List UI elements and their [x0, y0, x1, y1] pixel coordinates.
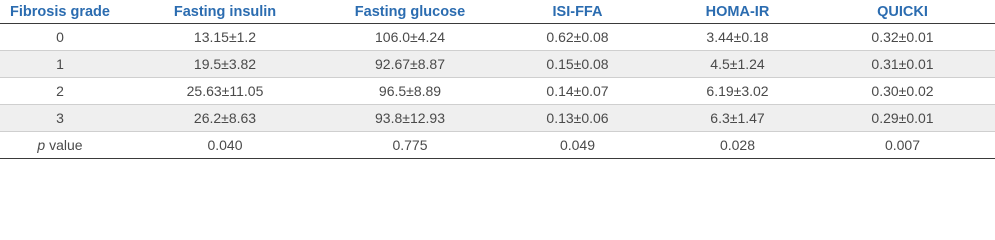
cell-homa-ir: 6.3±1.47	[665, 105, 810, 132]
header-isi-ffa: ISI-FFA	[490, 1, 665, 24]
cell-fasting-glucose: 96.5±8.89	[330, 78, 490, 105]
cell-grade: 3	[0, 105, 120, 132]
table-row	[0, 78, 995, 105]
cell-fasting-glucose: 92.67±8.87	[330, 51, 490, 78]
cell-fasting-glucose: 106.0±4.24	[330, 24, 490, 51]
cell-isi-ffa: 0.15±0.08	[490, 51, 665, 78]
cell-homa-ir: 4.5±1.24	[665, 51, 810, 78]
cell-fasting-insulin: 26.2±8.63	[120, 105, 330, 132]
cell-isi-ffa: 0.13±0.06	[490, 105, 665, 132]
fibrosis-table	[0, 1, 995, 159]
pvalue-quicki: 0.007	[810, 132, 995, 159]
pvalue-isi-ffa: 0.049	[490, 132, 665, 159]
cell-quicki: 0.30±0.02	[810, 78, 995, 105]
cell-grade: 0	[0, 24, 120, 51]
cell-quicki: 0.32±0.01	[810, 24, 995, 51]
cell-fasting-insulin: 19.5±3.82	[120, 51, 330, 78]
header-quicki: QUICKI	[810, 1, 995, 24]
pvalue-label-italic: p	[37, 137, 46, 153]
table-body	[0, 24, 995, 159]
cell-isi-ffa: 0.62±0.08	[490, 24, 665, 51]
pvalue-label	[0, 132, 120, 159]
header-fasting-insulin: Fasting insulin	[120, 1, 330, 24]
cell-fasting-glucose: 93.8±12.93	[330, 105, 490, 132]
pvalue-fasting-glucose: 0.775	[330, 132, 490, 159]
pvalue-row	[0, 132, 995, 159]
cell-grade: 2	[0, 78, 120, 105]
header-row	[0, 1, 995, 24]
cell-fasting-insulin: 25.63±11.05	[120, 78, 330, 105]
cell-homa-ir: 6.19±3.02	[665, 78, 810, 105]
table-row	[0, 51, 995, 78]
pvalue-homa-ir: 0.028	[665, 132, 810, 159]
cell-grade: 1	[0, 51, 120, 78]
cell-homa-ir: 3.44±0.18	[665, 24, 810, 51]
pvalue-label-rest: value	[45, 137, 83, 153]
header-fasting-glucose: Fasting glucose	[330, 1, 490, 24]
table-row	[0, 105, 995, 132]
cell-quicki: 0.31±0.01	[810, 51, 995, 78]
header-homa-ir: HOMA-IR	[665, 1, 810, 24]
pvalue-fasting-insulin: 0.040	[120, 132, 330, 159]
cell-isi-ffa: 0.14±0.07	[490, 78, 665, 105]
table-header	[0, 1, 995, 24]
header-fibrosis-grade: Fibrosis grade	[0, 1, 120, 24]
cell-quicki: 0.29±0.01	[810, 105, 995, 132]
table-row	[0, 24, 995, 51]
cell-fasting-insulin: 13.15±1.2	[120, 24, 330, 51]
